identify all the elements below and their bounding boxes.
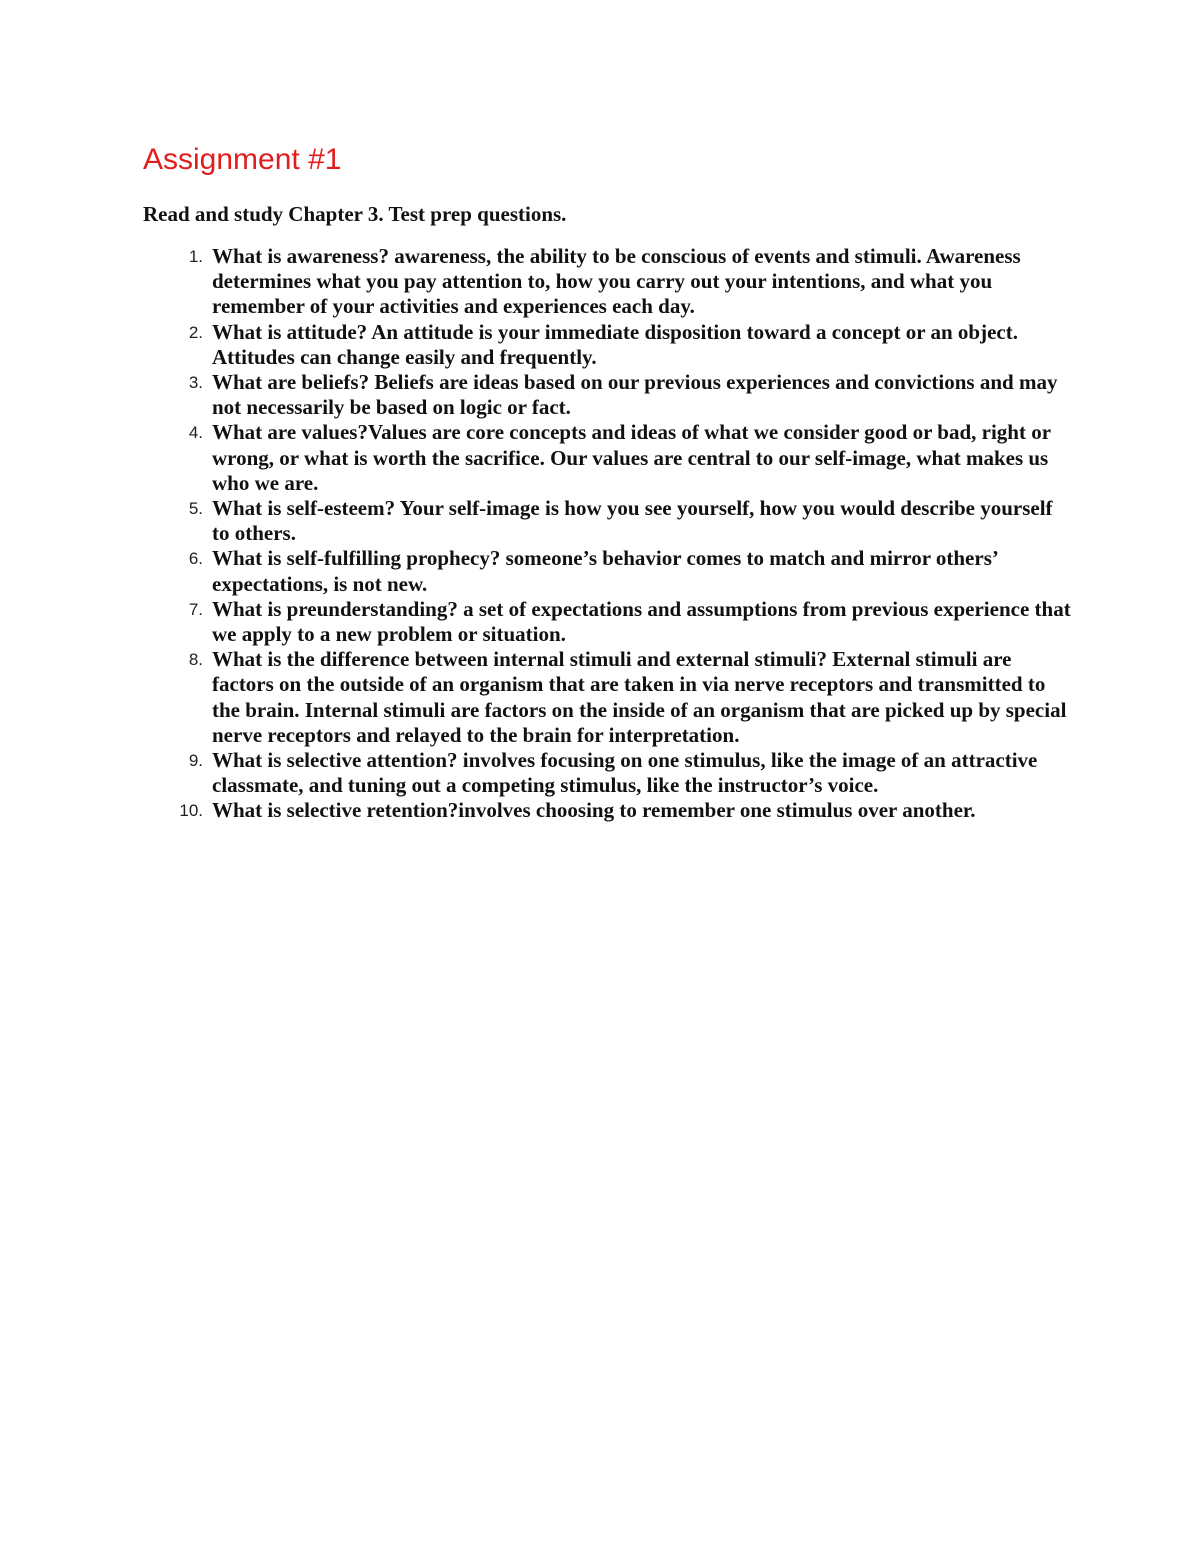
page-title: Assignment #1 xyxy=(143,143,342,176)
question-list xyxy=(143,244,1073,824)
item-number: 1. xyxy=(188,247,203,266)
list-item xyxy=(143,748,1073,798)
item-number: 4. xyxy=(188,423,203,443)
item-text: What is self-esteem? Your self-image is how you see yourself, how you would describe yourself to others. xyxy=(212,496,1053,546)
item-text: What are beliefs? Beliefs are ideas based on our previous experiences and convictions and may not necessarily be based on logic or fact. xyxy=(212,370,1058,420)
item-number: 10. xyxy=(179,801,203,821)
item-text: What is attitude? An attitude is your immediate disposition toward a concept or an object. Attitudes can change easily and frequently. xyxy=(212,319,1018,369)
list-item xyxy=(143,496,1073,546)
list-item xyxy=(143,320,1073,370)
item-text: What are values?Values are core concepts and ideas of what we consider good or bad, right or wrong, or what is worth the sacrifice. Our values are central to our self-image, what makes us who we are. xyxy=(212,420,1051,495)
item-text: What is the difference between internal stimuli and external stimuli? External stimuli are factors on the outside of an organism that are taken in via nerve receptors and transmitted to the brain. Internal stimuli are factors on the inside of an organism that are picked up by special nerve receptors and relayed to the brain for interpretation. xyxy=(212,647,1067,747)
item-text: What is selective retention?involves choosing to remember one stimulus over another. xyxy=(212,798,976,823)
item-text: What is self-fulfilling prophecy? someone’s behavior comes to match and mirror others’ expectations, is not new. xyxy=(212,546,998,596)
item-number: 2. xyxy=(188,322,203,342)
list-item xyxy=(143,244,1073,320)
intro-text: Read and study Chapter 3. Test prep questions. xyxy=(143,202,567,226)
item-number: 9. xyxy=(188,751,203,771)
list-item xyxy=(143,597,1073,647)
item-number: 3. xyxy=(188,373,203,393)
item-text: What is awareness? awareness, the ability to be conscious of events and stimuli. Awareness determines what you pay attention to, how you carry out your intentions, and what you remember of your activities and experiences each day. xyxy=(212,244,1021,319)
list-item xyxy=(143,647,1073,748)
item-number: 7. xyxy=(188,599,203,619)
item-number: 5. xyxy=(188,499,203,519)
item-number: 8. xyxy=(188,650,203,670)
list-item xyxy=(143,798,1073,823)
list-item xyxy=(143,370,1073,420)
list-item xyxy=(143,546,1073,596)
item-text: What is selective attention? involves focusing on one stimulus, like the image of an attractive classmate, and tuning out a competing stimulus, like the instructor’s voice. xyxy=(212,748,1038,798)
item-text: What is preunderstanding? a set of expectations and assumptions from previous experience that we apply to a new problem or situation. xyxy=(212,596,1071,647)
list-item xyxy=(143,420,1073,496)
item-number: 6. xyxy=(188,549,203,569)
